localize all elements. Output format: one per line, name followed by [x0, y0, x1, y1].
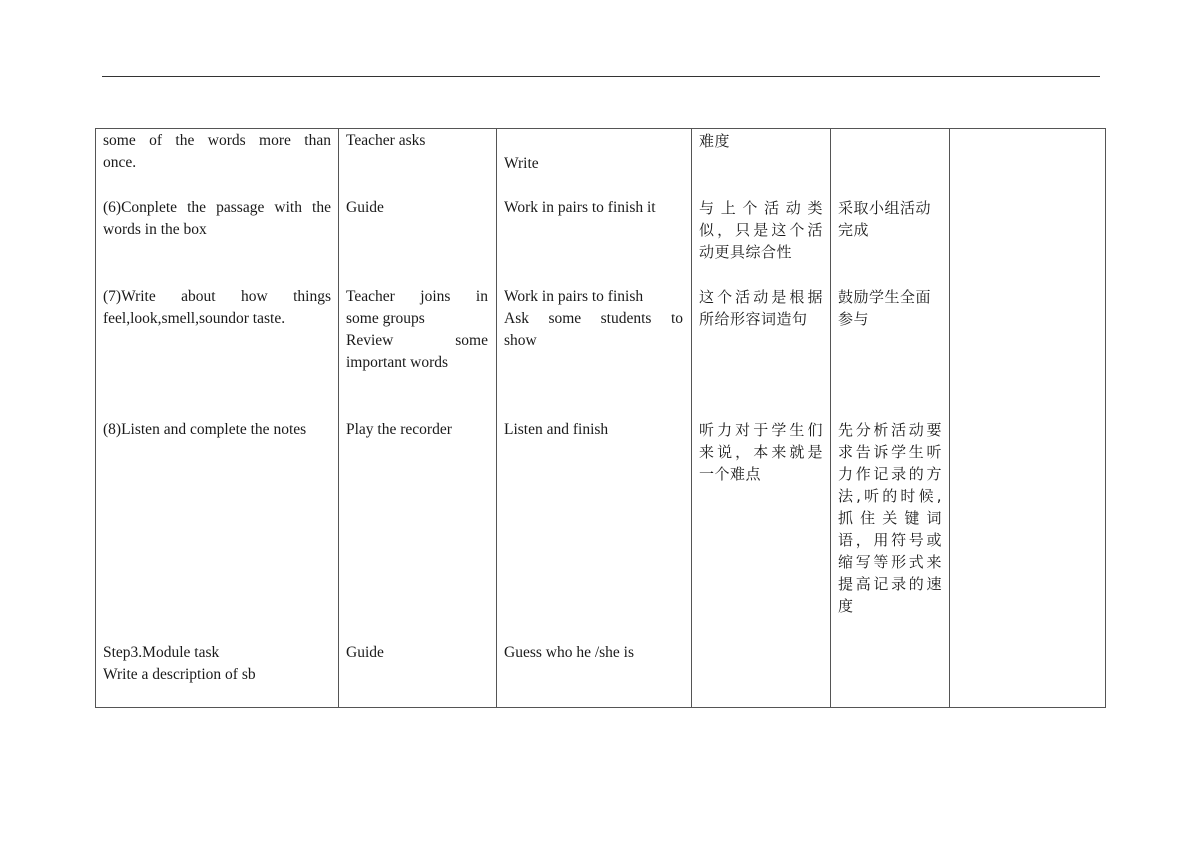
- activity-line: once.: [103, 154, 137, 171]
- teacher-cell-row5: [346, 642, 488, 664]
- activity-line: (6)Conplete the passage with the: [103, 199, 331, 216]
- purpose-line: 难度: [699, 132, 731, 150]
- method-line: 力作记录的方: [838, 465, 942, 483]
- purpose-column: [692, 129, 831, 707]
- method-cell-row3: [838, 286, 942, 330]
- method-line: 求告诉学生听: [838, 443, 942, 461]
- teacher-line: Play the recorder: [346, 421, 452, 438]
- notes-column: [950, 129, 1107, 707]
- student-line: Work in pairs to finish it: [504, 199, 656, 216]
- student-line: Work in pairs to finish: [504, 288, 644, 305]
- purpose-cell-row3: [699, 286, 823, 330]
- teacher-cell-row4: [346, 419, 488, 441]
- student-line: Guess who he /she is: [504, 644, 635, 661]
- purpose-line: 来说，本来就是: [699, 443, 823, 461]
- activity-cell-row2: [103, 197, 331, 241]
- teacher-column: [339, 129, 497, 707]
- method-cell-row2: [838, 197, 942, 241]
- activity-cell-row3: [103, 286, 331, 330]
- teacher-line: Guide: [346, 644, 384, 661]
- student-cell-row2: [504, 197, 683, 219]
- activity-cell-row1: [103, 130, 331, 174]
- activity-cell-row5: [103, 642, 331, 686]
- activity-line: (8)Listen and complete the notes: [103, 421, 307, 438]
- method-line: 语，用符号或: [838, 531, 942, 549]
- lesson-plan-table: [95, 128, 1106, 708]
- purpose-line: 似，只是这个活: [699, 221, 823, 239]
- student-column: [497, 129, 692, 707]
- method-line: 鼓励学生全面: [838, 288, 932, 306]
- teacher-cell-row3: [346, 286, 488, 374]
- purpose-line: 听力对于学生们: [699, 421, 823, 439]
- teacher-cell-row1: [346, 130, 488, 152]
- method-line: 抓住关键词: [838, 509, 942, 527]
- student-line: Write: [504, 155, 539, 172]
- student-line: show: [504, 332, 537, 349]
- teacher-cell-row2: [346, 197, 488, 219]
- activity-line: some of the words more than: [103, 132, 331, 149]
- student-line: Ask some students to: [504, 310, 683, 327]
- teacher-line: Teacher joins in: [346, 288, 488, 305]
- activity-line: (7)Write about how things: [103, 288, 331, 305]
- purpose-line: 动更具综合性: [699, 243, 793, 261]
- activity-line: Step3.Module task: [103, 644, 220, 661]
- activity-column: [96, 129, 339, 707]
- purpose-cell-row1: [699, 130, 823, 152]
- purpose-cell-row4: [699, 419, 823, 485]
- teacher-line: some groups: [346, 310, 425, 327]
- method-cell-row4: [838, 419, 942, 617]
- activity-cell-row4: [103, 419, 331, 441]
- method-line: 先分析活动要: [838, 421, 942, 439]
- activity-line: feel,look,smell,soundor taste.: [103, 310, 286, 327]
- student-cell-row5: [504, 642, 683, 664]
- method-line: 提高记录的速: [838, 575, 942, 593]
- method-column: [831, 129, 950, 707]
- method-line: 法,听的时候,: [838, 487, 942, 505]
- student-cell-row1: [504, 153, 683, 175]
- teacher-line: Guide: [346, 199, 384, 216]
- purpose-cell-row2: [699, 197, 823, 263]
- method-line: 参与: [838, 310, 870, 328]
- student-cell-row3: [504, 286, 683, 352]
- header-rule: [102, 76, 1100, 77]
- activity-line: words in the box: [103, 221, 207, 238]
- purpose-line: 与上个活动类: [699, 199, 823, 217]
- purpose-line: 一个难点: [699, 465, 762, 483]
- teacher-line: Review some: [346, 332, 488, 349]
- purpose-line: 这个活动是根据: [699, 288, 823, 306]
- method-line: 缩写等形式来: [838, 553, 942, 571]
- activity-line: Write a description of sb: [103, 666, 256, 683]
- purpose-line: 所给形容词造句: [699, 310, 808, 328]
- teacher-line: important words: [346, 354, 449, 371]
- method-line: 采取小组活动: [838, 199, 932, 217]
- teacher-line: Teacher asks: [346, 132, 426, 149]
- student-cell-row4: [504, 419, 683, 441]
- student-line: Listen and finish: [504, 421, 609, 438]
- method-line: 完成: [838, 221, 870, 239]
- method-line: 度: [838, 597, 854, 615]
